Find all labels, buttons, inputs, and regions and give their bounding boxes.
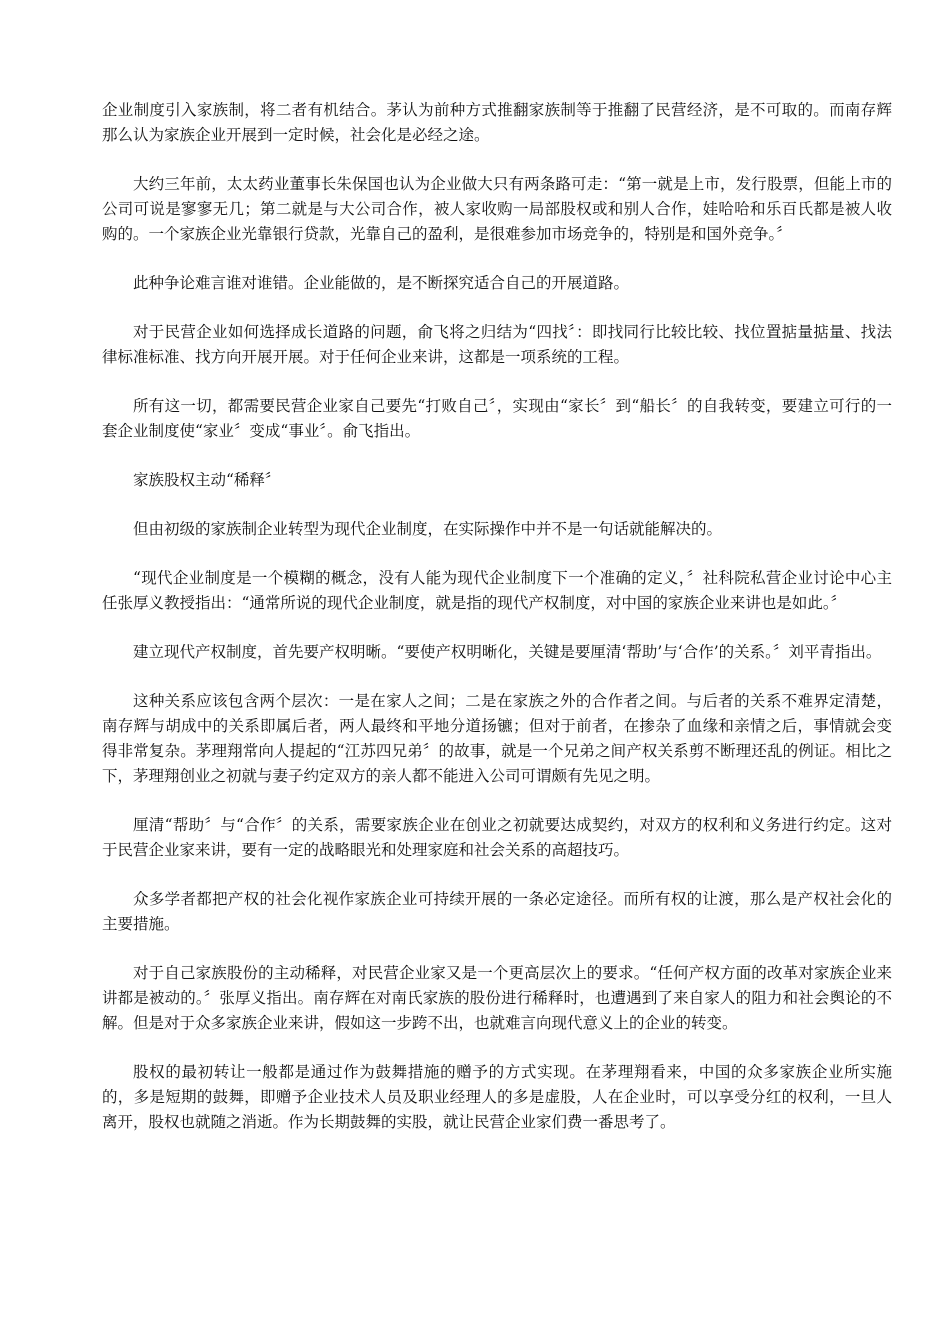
paragraph-2: 大约三年前，太太药业董事长朱保国也认为企业做大只有两条路可走：“第一就是上市，发行股票，但能上市的公司可说是寥寥无几；第二就是与大公司合作，被人家收购一局部股权或和别人合作，娃哈哈和乐百氏都是被人收购的。一个家族企业光靠银行贷款，光靠自己的盈利，是很难参加市场竞争的，特别是和国外竞争。〞 [102,175,892,243]
paragraph-1: 企业制度引入家族制，将二者有机结合。茅认为前种方式推翻家族制等于推翻了民营经济，是不可取的。而南存辉那么认为家族企业开展到一定时候，社会化是必经之途。 [102,101,892,144]
document-page [102,98,892,1159]
paragraph-10: 这种关系应该包含两个层次：一是在家人之间；二是在家族之外的合作者之间。与后者的关系不难界定清楚，南存辉与胡成中的关系即属后者，两人最终和平地分道扬镳；但对于前者，在掺杂了血缘和亲情之后，事情就会变得非常复杂。茅理翔常向人提起的“江苏四兄弟〞的故事，就是一个兄弟之间产权关系剪不断理还乱的例证。相比之下，茅理翔创业之初就与妻子约定双方的亲人都不能进入公司可谓颇有先见之明。 [102,692,892,785]
paragraph-13: 对于自己家族股份的主动稀释，对民营企业家又是一个更高层次上的要求。“任何产权方面的改革对家族企业来讲都是被动的。〞张厚义指出。南存辉在对南氏家族的股份进行稀释时，也遭遇到了来自家人的阻力和社会舆论的不解。但是对于众多家族企业来讲，假如这一步跨不出，也就难言向现代意义上的企业的转变。 [102,964,892,1032]
paragraph-8: “现代企业制度是一个模糊的概念，没有人能为现代企业制度下一个准确的定义，〞社科院私营企业讨论中心主任张厚义教授指出：“通常所说的现代企业制度，就是指的现代产权制度，对中国的家族企业来讲也是如此。〞 [102,569,892,612]
paragraph-4: 对于民营企业如何选择成长道路的问题，俞飞将之归结为“四找〞：即找同行比较比较、找位置掂量掂量、找法律标准标准、找方向开展开展。对于任何企业来讲，这都是一项系统的工程。 [102,323,892,366]
paragraph-11: 厘清“帮助〞与“合作〞的关系，需要家族企业在创业之初就要达成契约，对双方的权利和义务进行约定。这对于民营企业家来讲，要有一定的战略眼光和处理家庭和社会关系的高超技巧。 [102,816,892,859]
paragraph-9: 建立现代产权制度，首先要产权明晰。“要使产权明晰化，关键是要厘清‘帮助’与‘合作’的关系。〞刘平青指出。 [133,643,882,661]
paragraph-5: 所有这一切，都需要民营企业家自己要先“打败自己〞，实现由“家长〞到“船长〞的自我转变，要建立可行的一套企业制度使“家业〞变成“事业〞。俞飞指出。 [102,397,892,440]
paragraph-3: 此种争论难言谁对谁错。企业能做的，是不断探究适合自己的开展道路。 [133,274,630,292]
paragraph-12: 众多学者都把产权的社会化视作家族企业可持续开展的一条必定途径。而所有权的让渡，那么是产权社会化的主要措施。 [102,890,892,933]
paragraph-7: 但由初级的家族制企业转型为现代企业制度，在实际操作中并不是一句话就能解决的。 [133,520,723,538]
paragraph-14: 股权的最初转让一般都是通过作为鼓舞措施的赠予的方式实现。在茅理翔看来，中国的众多家族企业所实施的，多是短期的鼓舞，即赠予企业技术人员及职业经理人的多是虚股，人在企业时，可以享受分红的权利，一旦人离开，股权也就随之消逝。作为长期鼓舞的实股，就让民营企业家们费一番思考了。 [102,1063,892,1131]
section-heading: 家族股权主动“稀释〞 [133,471,281,489]
